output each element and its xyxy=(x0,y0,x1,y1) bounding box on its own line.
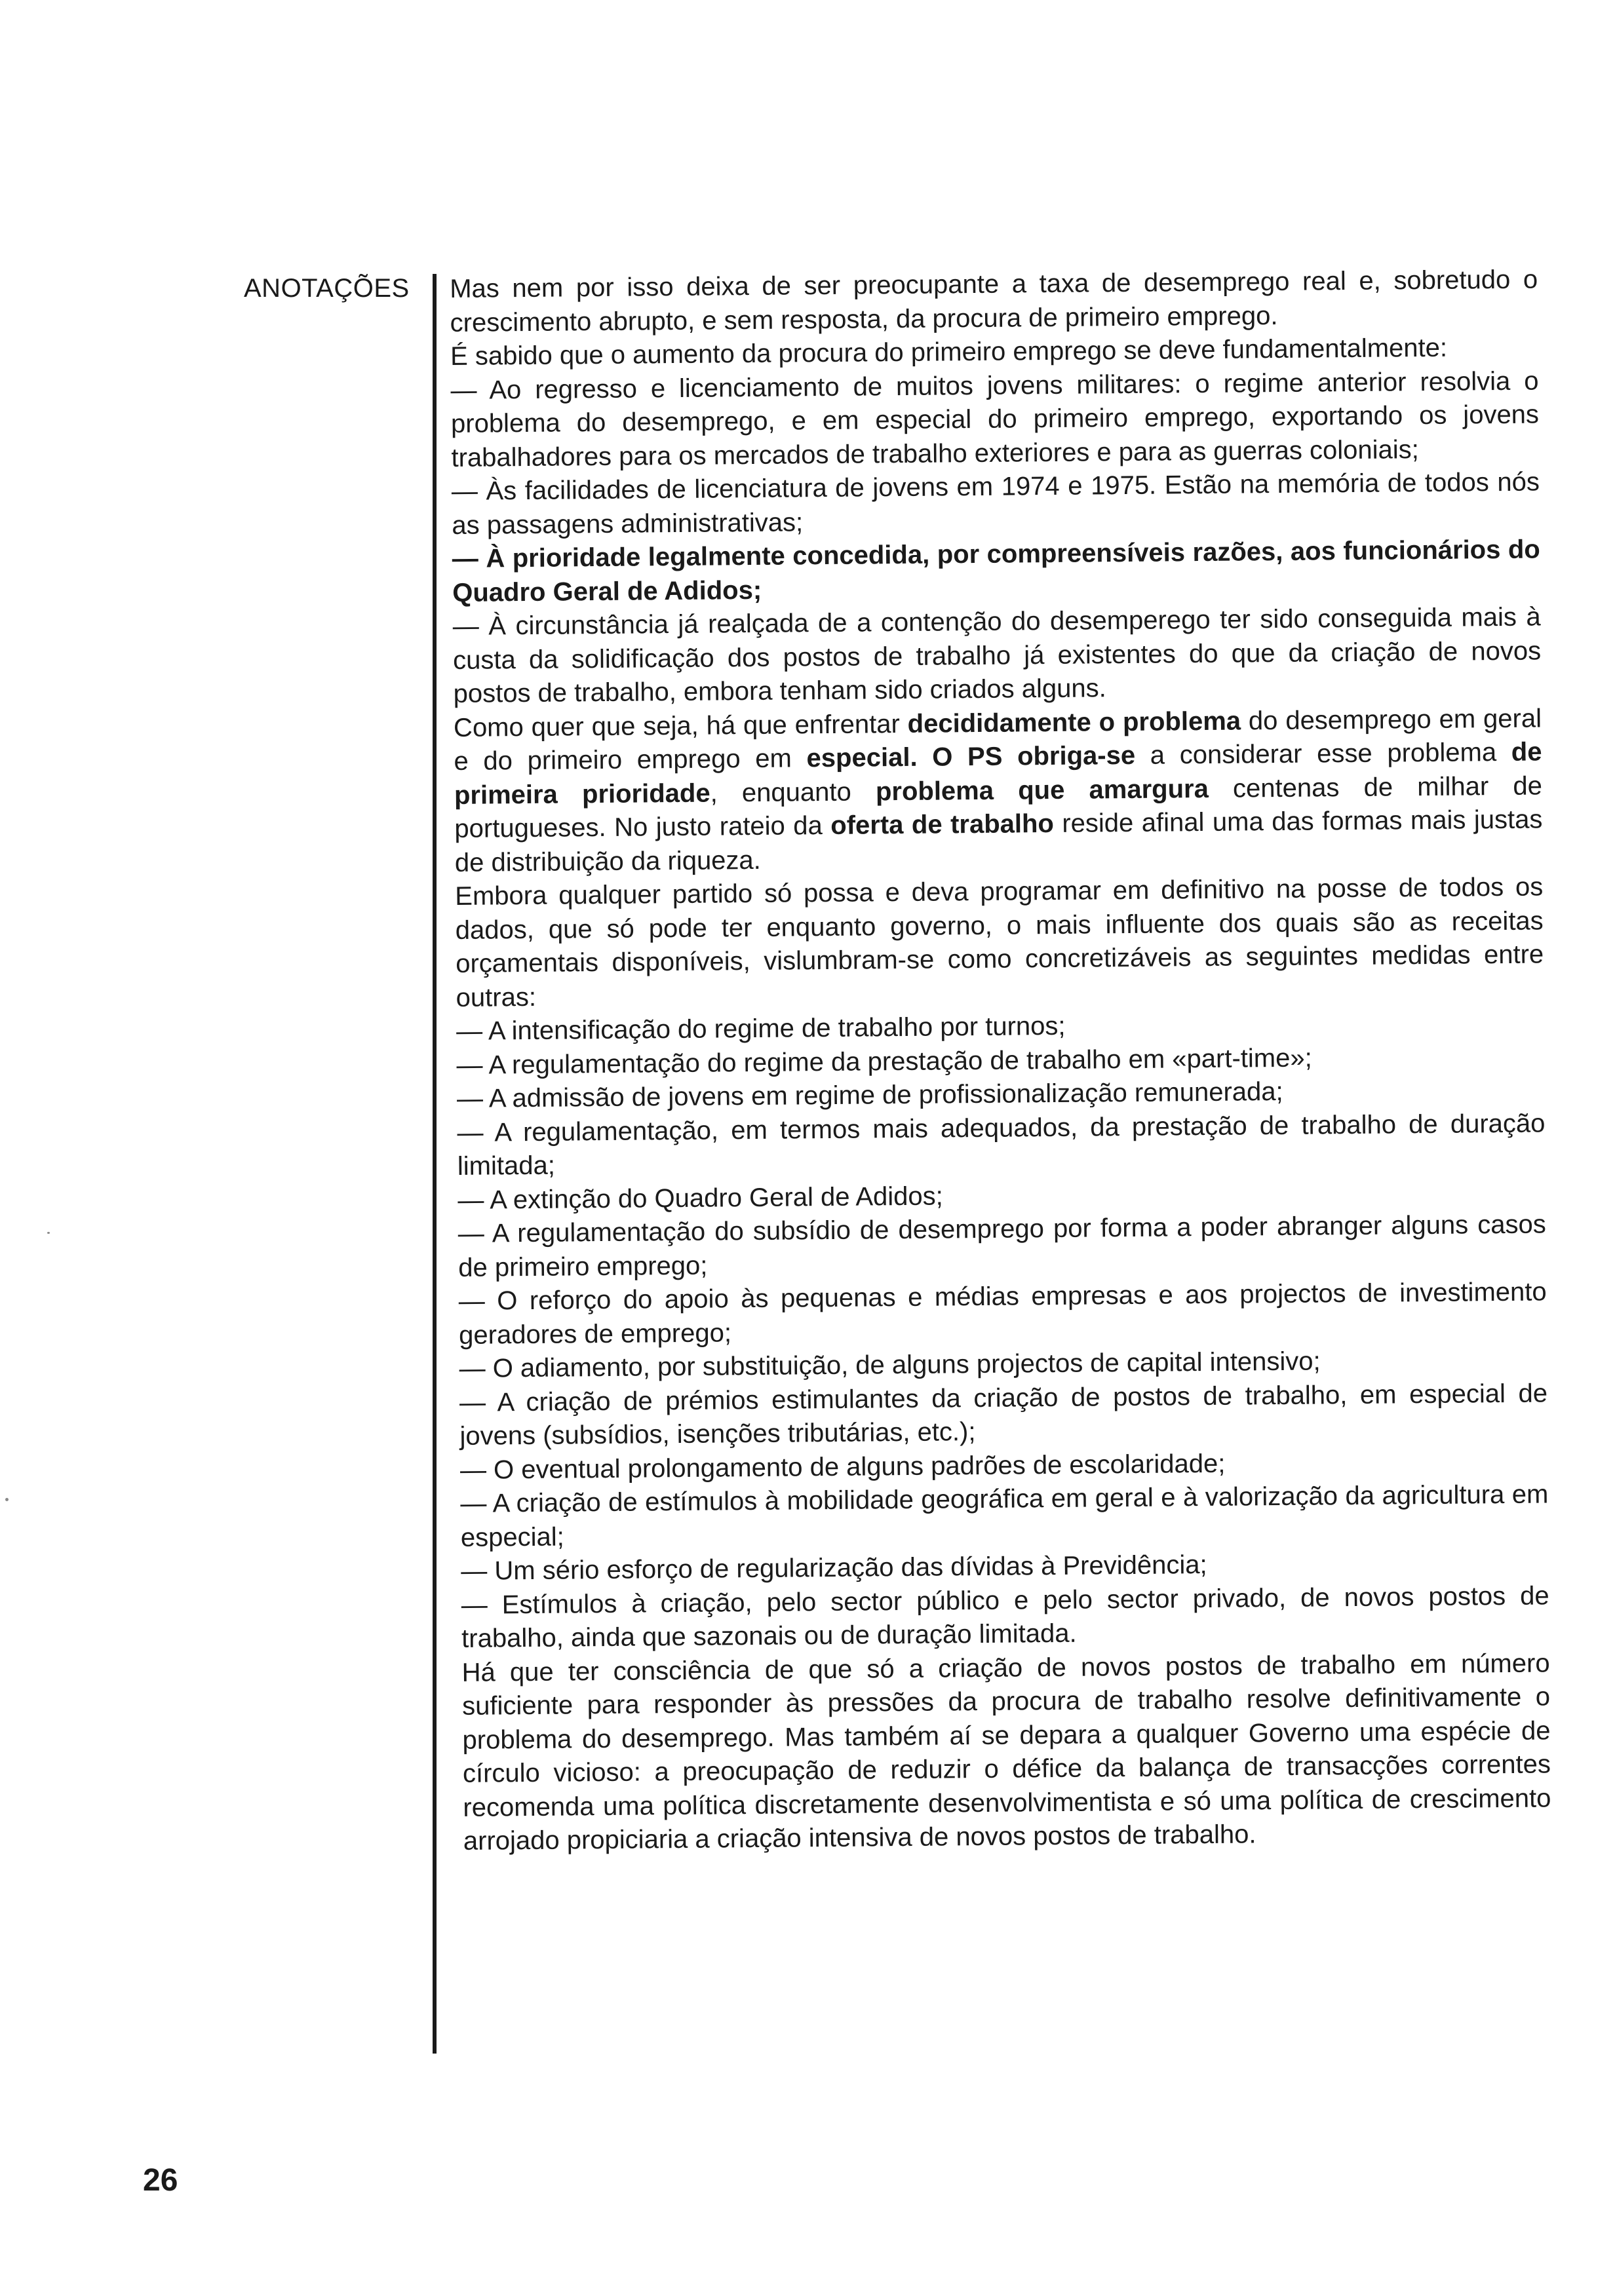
text-segment: reside afinal uma das formas mais justas de distribuição da riqueza. xyxy=(454,805,1543,877)
text-segment: — Às facilidades de licenciatura de jovens em 1974 e 1975. Estão na memória de todos nós as passagens administrativas; xyxy=(451,467,1540,540)
text-segment: — À circunstância já realçada de a contenção do desemperego ter sido conseguida mais à custa da solidificação dos postos de trabalho já existentes do que da criação de novos postos de trabalho, embora tenham sido criados alguns. xyxy=(452,602,1542,708)
bold-text-segment: decididamente o problema xyxy=(907,706,1241,738)
bold-text-segment: oferta de trabalho xyxy=(830,809,1055,840)
paragraph xyxy=(461,1647,1551,1858)
text-segment: — A regulamentação do regime da prestação de trabalho em «part-time»; xyxy=(456,1043,1312,1080)
list-item xyxy=(457,1107,1546,1183)
paragraph xyxy=(455,870,1544,1014)
text-segment: do desemprego em geral e do primeiro emprego em xyxy=(454,703,1542,776)
text-segment: — A criação de estímulos à mobilidade geográfica em geral e à valorização da agricultura em especial; xyxy=(460,1480,1549,1552)
bold-text-segment: de primeira prioridade xyxy=(454,737,1542,810)
body-text xyxy=(450,263,1551,1859)
page-number: 26 xyxy=(143,2163,178,2198)
paragraph xyxy=(450,263,1538,340)
text-segment: — Um sério esforço de regularização das dívidas à Previdência; xyxy=(461,1550,1207,1586)
bold-text-segment: problema que amargura xyxy=(875,774,1209,806)
text-segment: Embora qualquer partido só possa e deva programar em definitivo na posse de todos os dados, que só pode ter enquanto governo, o mais influente dos quais são as receitas orçamentais disponíveis, vislumbram-se como concretizáveis as seguintes medidas entre outras: xyxy=(455,872,1544,1012)
text-segment: — A criação de prémios estimulantes da criação de postos de trabalho, em especial de jovens (subsídios, isenções tributárias, etc.); xyxy=(459,1378,1548,1451)
text-segment: — O adiamento, por substituição, de alguns projectos de capital intensivo; xyxy=(459,1347,1321,1383)
text-segment: — Ao regresso e licenciamento de muitos jovens militares: o regime anterior resolvia o problema do desemprego, e em especial do primeiro emprego, exportando os jovens trabalhadores para os mercados de trabalho exteriores e para as guerras coloniais; xyxy=(450,366,1540,472)
text-segment: Há que ter consciência de que só a criação de novos postos de trabalho em número suficiente para responder às pressões da procura de trabalho resolve definitivamente o problema do desemprego. Mas também aí se depara a qualquer Governo uma espécie de círculo vicioso: a preocupação de reduzir o défice da balança de transacções correntes recomenda uma política discretamente desenvolvimentista e só uma política de crescimento arrojado propiciaria a criação intensiva de novos postos de trabalho. xyxy=(461,1648,1551,1856)
list-item xyxy=(461,1579,1550,1656)
list-item xyxy=(458,1275,1547,1352)
text-segment: — A extinção do Quadro Geral de Adidos; xyxy=(457,1181,943,1215)
margin-label-anotacoes: ANOTAÇÕES xyxy=(244,274,410,303)
text-segment: Mas nem por isso deixa de ser preocupante a taxa de desemprego real e, sobretudo o crescimento abrupto, e sem resposta, da procura de primeiro emprego. xyxy=(450,265,1538,337)
text-segment: — A regulamentação, em termos mais adequados, da prestação de trabalho de duração limitada; xyxy=(457,1108,1546,1181)
bold-text-segment: especial. O PS obriga-se xyxy=(806,740,1136,773)
list-item xyxy=(452,600,1541,711)
scan-speck xyxy=(47,1232,50,1234)
text-segment: É sabido que o aumento da procura do primeiro emprego se deve fundamentalmente: xyxy=(450,333,1448,371)
text-segment: — O eventual prolongamento de alguns padrões de escolaridade; xyxy=(459,1449,1226,1485)
bold-text-segment: — À prioridade legalmente concedida, por compreensíveis razões, aos funcionários do Quadro Geral de Adidos; xyxy=(452,535,1540,607)
list-item xyxy=(458,1208,1547,1284)
text-segment: — A regulamentação do subsídio de desemprego por forma a poder abranger alguns casos de primeiro emprego; xyxy=(457,1210,1546,1282)
text-segment: Como quer que seja, há que enfrentar xyxy=(453,709,908,742)
text-segment: centenas de milhar de portugueses. No justo rateio da xyxy=(454,771,1543,843)
paragraph xyxy=(454,702,1543,880)
list-item xyxy=(450,364,1539,475)
text-segment: — A admissão de jovens em regime de profissionalização remunerada; xyxy=(456,1077,1283,1113)
text-segment: — Estímulos à criação, pelo sector público e pelo sector privado, de novos postos de trabalho, ainda que sazonais ou de duração limitada. xyxy=(461,1580,1549,1653)
text-segment: — A intensificação do regime de trabalho por turnos; xyxy=(456,1011,1066,1046)
scan-speck xyxy=(5,1498,9,1501)
text-segment: — O reforço do apoio às pequenas e médias empresas e aos projectos de investimento geradores de emprego; xyxy=(458,1277,1547,1350)
list-item xyxy=(452,466,1540,543)
text-segment: a considerar esse problema xyxy=(1135,737,1511,770)
text-segment: , enquanto xyxy=(710,776,876,808)
list-item xyxy=(460,1478,1549,1554)
list-item xyxy=(452,533,1541,609)
list-item xyxy=(459,1377,1548,1453)
margin-rule xyxy=(433,274,437,2054)
